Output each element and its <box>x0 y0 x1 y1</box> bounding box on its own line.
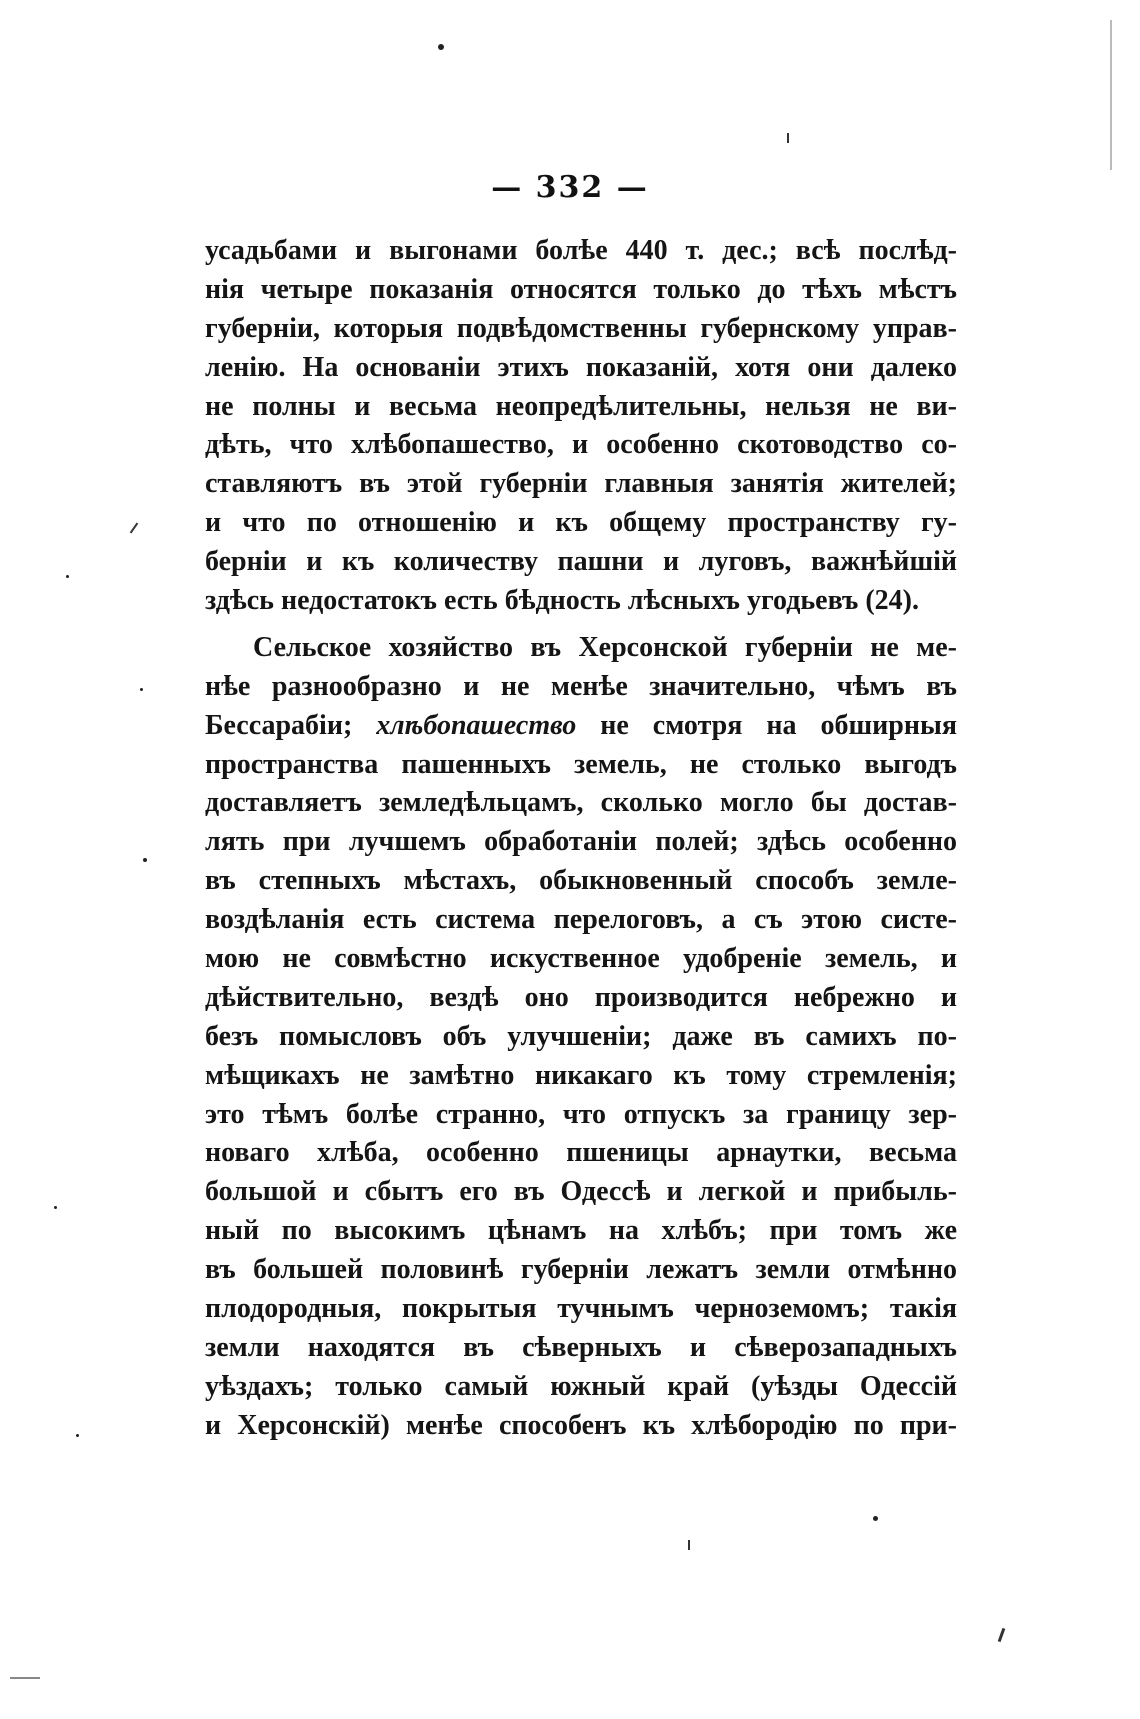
text-line: ставляютъ въ этой губерніи главныя занятія жителей; <box>205 468 957 500</box>
text-line: земли находятся въ сѣверныхъ и сѣверозападныхъ <box>205 1331 957 1363</box>
text-line: лять при лучшемъ обработаніи полей; здѣсь особенно <box>205 826 957 858</box>
page-number: — 332 — <box>491 170 649 205</box>
scan-mark <box>998 1628 1006 1642</box>
text-span: не смотря на обширныя <box>576 709 957 741</box>
scan-speck <box>54 1206 57 1209</box>
text-line: мою не совмѣстно искуственное удобреніе земель, и <box>205 943 957 975</box>
scan-speck <box>143 858 147 862</box>
scan-mark <box>787 133 789 143</box>
text-line: воздѣланія есть система перелоговъ, а съ этою систе- <box>205 904 957 936</box>
text-line: въ большей половинѣ губерніи лежатъ земли отмѣнно <box>205 1254 957 1286</box>
text-line: это тѣмъ болѣе странно, что отпускъ за границу зер- <box>205 1098 957 1130</box>
scan-mark <box>688 1540 690 1550</box>
text-line: ный по высокимъ цѣнамъ на хлѣбъ; при томъ же <box>205 1215 957 1247</box>
text-line: берніи и къ количеству пашни и луговъ, важнѣйшій <box>205 546 957 578</box>
text-line: пространства пашенныхъ земель, не столько выгодъ <box>205 748 957 780</box>
text-line: и Херсонскій) менѣе способенъ къ хлѣбородію по при- <box>205 1409 957 1441</box>
scan-speck <box>873 1516 878 1521</box>
text-line: уѣздахъ; только самый южный край (уѣзды Одессій <box>205 1370 957 1402</box>
text-line: доставляетъ земледѣльцамъ, сколько могло бы достав- <box>205 787 957 819</box>
text-span: Бессарабіи; <box>205 709 377 741</box>
paragraph-1 <box>205 232 957 621</box>
text-line: усадьбами и выгонами болѣе 440 т. дес.; всѣ послѣд- <box>205 235 957 266</box>
text-line: дѣйствительно, вездѣ оно производится небрежно и <box>205 981 957 1013</box>
text-line: новаго хлѣба, особенно пшеницы арнаутки, весьма <box>205 1137 957 1169</box>
italic-term: хлѣбопашество <box>376 709 577 741</box>
text-line: губерніи, которыя подвѣдомственны губернскому управ- <box>205 312 957 344</box>
paragraph-2 <box>205 629 957 1446</box>
text-line: безъ помысловъ объ улучшеніи; даже въ самихъ по- <box>205 1020 957 1052</box>
text-line: здѣсь недостатокъ есть бѣдность лѣсныхъ угодьевъ (24). <box>205 585 919 617</box>
text-line: плодородныя, покрытыя тучнымъ черноземомъ; такія <box>205 1293 957 1325</box>
text-line: въ степныхъ мѣстахъ, обыкновенный способъ земле- <box>205 865 957 897</box>
text-line: и что по отношенію и къ общему пространству гу- <box>205 507 957 539</box>
scan-speck <box>140 688 143 691</box>
scan-mark <box>130 523 139 534</box>
text-line-mixed <box>205 707 957 746</box>
text-line: мѣщикахъ не замѣтно никакаго къ тому стремленія; <box>205 1059 957 1091</box>
text-line: не полны и весьма неопредѣлительны, нельзя не ви- <box>205 390 957 422</box>
scan-speck <box>76 1434 79 1437</box>
scan-speck <box>438 44 444 50</box>
text-line: дѣть, что хлѣбопашество, и особенно скотоводство со- <box>205 429 957 461</box>
text-line: Сельское хозяйство въ Херсонской губерніи не ме- <box>253 631 957 663</box>
text-line: нія четыре показанія относятся только до тѣхъ мѣстъ <box>205 273 957 305</box>
text-line: ленію. На основаніи этихъ показаній, хотя они далеко <box>205 351 957 383</box>
scan-speck <box>66 575 69 578</box>
scan-mark <box>1110 20 1112 170</box>
body-text <box>205 232 957 1446</box>
scan-mark <box>10 1677 40 1679</box>
text-line: нѣе разнообразно и не менѣе значительно, чѣмъ въ <box>205 670 957 702</box>
text-line: большой и сбытъ его въ Одессѣ и легкой и прибыль- <box>205 1176 957 1208</box>
